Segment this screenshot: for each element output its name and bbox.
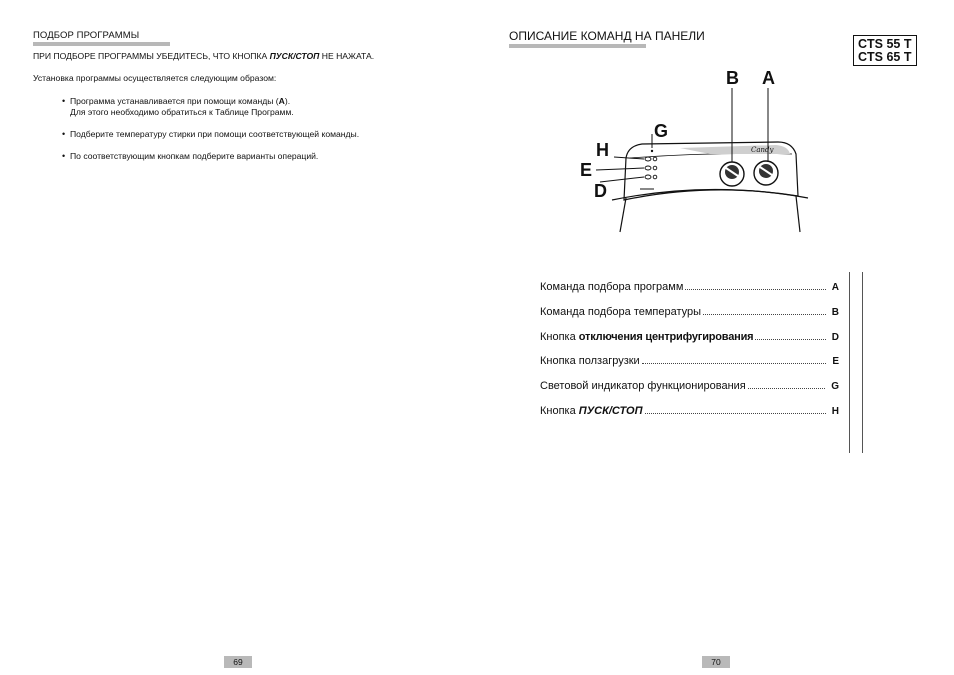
- command-row-e: [540, 353, 839, 367]
- warning-text: [33, 51, 374, 62]
- command-label-d-prefix: Кнопка: [540, 331, 579, 343]
- side-line-2: [862, 272, 863, 453]
- right-section-title: ОПИСАНИЕ КОМАНД НА ПАНЕЛИ: [509, 29, 705, 43]
- command-label-h-bold: ПУСК/СТОП: [578, 405, 643, 417]
- bullet-temperature: [62, 129, 359, 140]
- left-page-number: 69: [224, 656, 252, 668]
- program-knob: [754, 161, 778, 185]
- label-a: A: [762, 68, 775, 88]
- side-line-1: [849, 272, 850, 453]
- command-label-a: Команда подбора программ: [540, 281, 684, 293]
- command-label-e: Кнопка ползагрузки: [540, 355, 640, 367]
- command-label-h: [540, 405, 645, 417]
- command-dots-d: [755, 339, 825, 340]
- leader-e: [596, 168, 644, 170]
- command-label-d: [540, 331, 755, 343]
- bullet-program-line2: Для этого необходимо обратиться к Таблице Программ.: [70, 107, 294, 117]
- left-section-underline: [33, 42, 170, 46]
- command-letter-h: H: [831, 406, 839, 417]
- command-dots-g: [748, 388, 825, 389]
- temperature-knob: [720, 162, 744, 186]
- panel-small-text: [640, 188, 654, 190]
- control-panel-diagram: [560, 62, 820, 234]
- label-e: E: [580, 160, 593, 180]
- bullet1-prefix: Программа устанавливается при помощи команды (: [70, 96, 279, 106]
- command-label-g: Световой индикатор функционирования: [540, 380, 746, 392]
- model-line-1: CTS 55 T: [858, 37, 912, 51]
- label-g: G: [654, 121, 669, 141]
- right-section-underline: [509, 44, 646, 48]
- model-box: [853, 35, 917, 66]
- bullet-options: [62, 151, 318, 162]
- model-line-2: CTS 65 T: [858, 50, 912, 64]
- spin-icon: [653, 175, 657, 179]
- command-label-h-prefix: Кнопка: [540, 405, 579, 417]
- command-dots-a: [685, 289, 825, 290]
- body-right-edge: [796, 196, 800, 232]
- command-dots-b: [703, 314, 826, 315]
- start-icon: [653, 157, 657, 161]
- command-row-a: [540, 279, 839, 293]
- label-h: H: [596, 140, 609, 160]
- command-label-d-bold: отключения центрифугирования: [578, 331, 754, 343]
- command-dots-e: [642, 363, 827, 364]
- body-left-edge: [620, 198, 626, 232]
- command-letter-e: E: [832, 356, 839, 367]
- right-page-number: 70: [702, 656, 730, 668]
- bullet3-text: По соответствующим кнопкам подберите варианты операций.: [70, 151, 319, 161]
- command-label-b: Команда подбора температуры: [540, 306, 702, 318]
- lid-curve: [612, 189, 808, 200]
- half-load-button: [645, 166, 651, 170]
- bullet1-letter: A: [278, 96, 285, 106]
- bullet2-text: Подберите температуру стирки при помощи соответствующей команды.: [70, 129, 360, 139]
- command-row-d: [540, 329, 839, 343]
- bullet-program: [62, 96, 290, 107]
- warning-suffix: НЕ НАЖАТА.: [319, 51, 375, 61]
- command-letter-a: A: [831, 282, 839, 293]
- intro-text: Установка программы осуществляется следующим образом:: [33, 73, 277, 83]
- label-d: D: [594, 181, 607, 201]
- spin-off-button: [645, 175, 651, 179]
- command-row-g: [540, 378, 839, 392]
- bullet1-suffix: ).: [284, 96, 291, 106]
- half-load-icon: [653, 166, 657, 170]
- start-stop-button: [645, 157, 651, 161]
- left-section-title: ПОДБОР ПРОГРАММЫ: [33, 30, 140, 41]
- power-indicator-light: [651, 150, 653, 152]
- command-row-h: [540, 403, 839, 417]
- command-dots-h: [645, 413, 826, 414]
- label-b: B: [726, 68, 739, 88]
- command-row-b: [540, 304, 839, 318]
- command-letter-d: D: [831, 332, 839, 343]
- panel-shading: [680, 145, 790, 154]
- warning-button-name: ПУСК/СТОП: [269, 51, 320, 61]
- command-letter-g: G: [831, 381, 839, 392]
- brand-logo: Candy: [751, 146, 774, 154]
- warning-prefix: ПРИ ПОДБОРЕ ПРОГРАММЫ УБЕДИТЕСЬ, ЧТО КНОПКА: [33, 51, 270, 61]
- command-letter-b: B: [831, 307, 839, 318]
